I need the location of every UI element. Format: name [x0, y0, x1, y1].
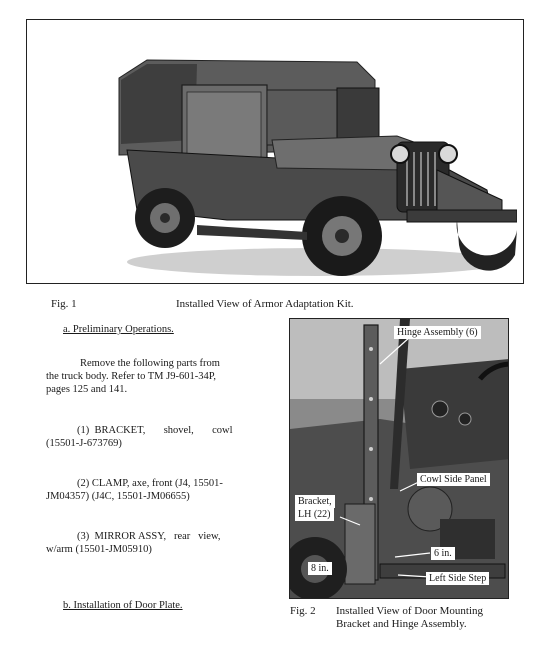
figure-1-label: Fig. 1 — [51, 298, 77, 310]
item-3-line-2: w/arm (15501-JM05910) — [46, 544, 152, 555]
callout-left-side-step: Left Side Step — [426, 572, 489, 585]
callout-eight-inches: 8 in. — [308, 562, 332, 575]
callout-bracket-line-2: LH (22) — [295, 508, 334, 521]
figure-2-caption-line-2: Bracket and Hinge Assembly. — [336, 618, 467, 630]
figure-1-caption: Installed View of Armor Adaptation Kit. — [176, 298, 354, 310]
callout-cowl-side-panel: Cowl Side Panel — [417, 473, 490, 486]
intro-line-3: pages 125 and 141. — [46, 384, 128, 395]
figure-2-frame — [289, 318, 509, 599]
section-a-heading: a. Preliminary Operations. — [63, 324, 174, 335]
figure-1-frame — [26, 19, 524, 284]
door-hinge-photo — [290, 319, 509, 599]
item-2-line-1: (2) CLAMP, axe, front (J4, 15501- — [77, 478, 223, 489]
item-2-line-2: JM04357) (J4C, 15501-JM06655) — [46, 491, 190, 502]
item-1-line-1: (1) BRACKET, shovel, cowl — [77, 425, 233, 436]
intro-line-2: the truck body. Refer to TM J9-601-34P, — [46, 371, 217, 382]
callout-bracket-line-1: Bracket, — [295, 495, 335, 508]
callout-hinge-assembly: Hinge Assembly (6) — [394, 326, 481, 339]
figure-2-caption-line-1: Installed View of Door Mounting — [336, 605, 484, 617]
intro-line-1: Remove the following parts from — [80, 358, 220, 369]
figure-2-label: Fig. 2 — [290, 605, 316, 617]
item-1-line-2: (15501-J-673769) — [46, 438, 122, 449]
section-b-heading: b. Installation of Door Plate. — [63, 600, 183, 611]
callout-six-inches: 6 in. — [431, 547, 455, 560]
item-3-line-1: (3) MIRROR ASSY, rear view, — [77, 531, 221, 542]
armored-jeep-photo — [107, 40, 517, 285]
